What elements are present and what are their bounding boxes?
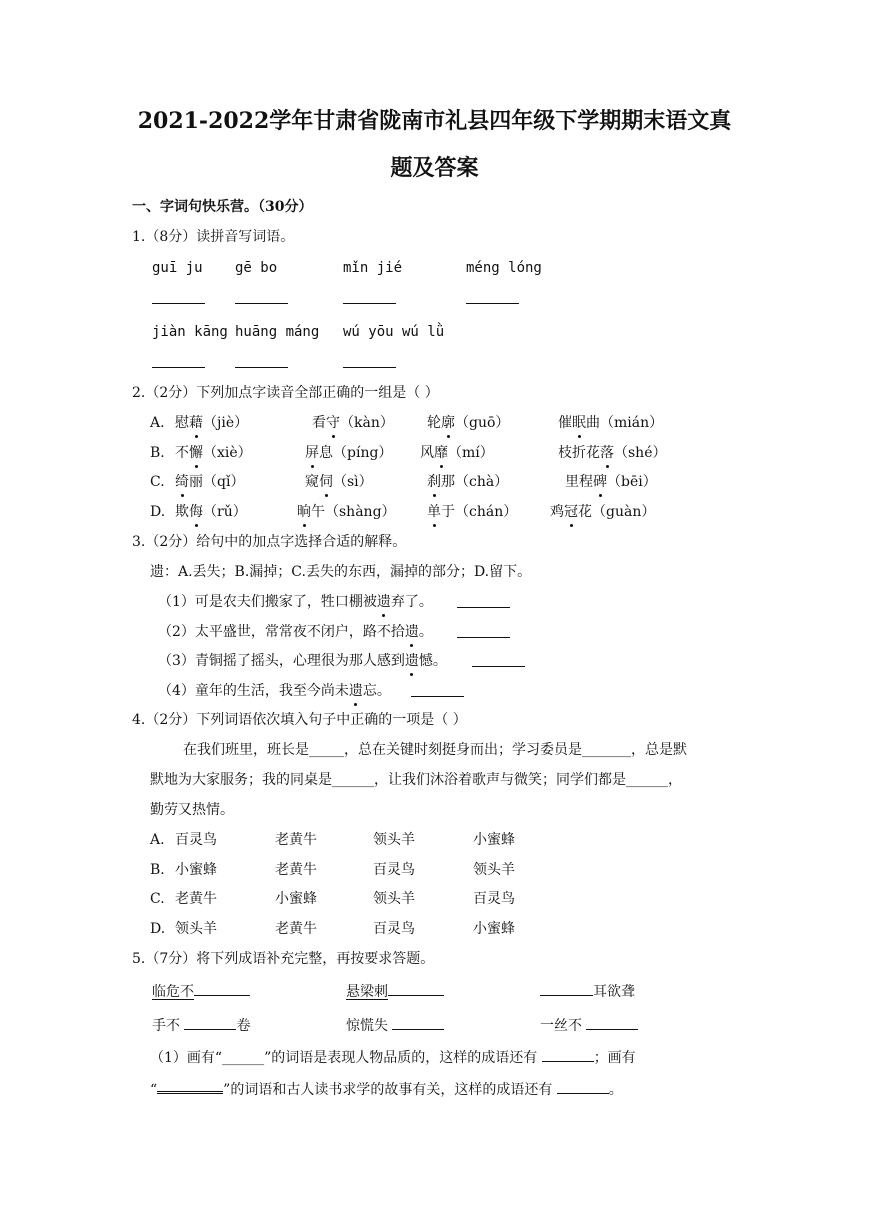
q5-idiom [346,981,444,1002]
word-text: 看 [312,415,326,431]
q1-stem: 1.（8分）读拼音写词语。 [132,229,295,245]
q5-sub1-text: （1）画有“______”的词语是表现人物品质的，这样的成语还有 [150,1050,538,1066]
emphasis-dot-char: 遗 [404,653,419,669]
q5-idiom-text: 一丝不 [540,1018,582,1034]
emphasis-dot-char: 伺 [319,474,333,490]
q1-pinyin: méng lóng [466,260,542,276]
q1-pinyin: gē bo [235,260,278,276]
q2-option-word [297,502,396,522]
q3-item [158,592,433,612]
pinyin-text: 丽（qǐ） [189,474,245,490]
q4-passage-line: 勤劳又热情。 [150,802,234,818]
q2-option-word [427,413,509,433]
q3-item [158,681,391,701]
q5-idiom-blank[interactable] [184,1015,236,1030]
emphasis-dot-char: 绮 [175,474,189,490]
q4-option-word: 小蜜蜂 [473,832,515,848]
word-text: 欺 [175,504,189,520]
emphasis-dot-char: 靡 [434,445,448,461]
word-text: 轮 [427,415,441,431]
q2-option-word [565,472,657,492]
q2-option-label[interactable]: A. [150,415,165,431]
q1-answer-blank[interactable] [466,303,519,304]
q4-option-word: 老黄牛 [175,891,217,907]
q2-option-word [558,413,663,433]
q4-option-word: 百灵鸟 [473,891,515,907]
emphasis-dot-char: 侮 [189,504,203,520]
q4-option-word: 老黄牛 [275,832,317,848]
q4-option-label[interactable]: B. [150,862,165,878]
q4-option-word: 百灵鸟 [373,862,415,878]
emphasis-dot-char: 守 [326,415,340,431]
q1-pinyin: wú yōu wú lǜ [343,324,445,340]
q3-item-text: 忘。 [362,683,391,699]
q5-stem: 5.（7分）将下列成语补充完整，再按要求答题。 [132,951,435,967]
q1-answer-blank[interactable] [152,367,205,368]
q5-idiom-text: 悬梁刺 [346,984,388,1000]
q4-option-word: 百灵鸟 [175,832,217,848]
q2-option-label[interactable]: B. [150,445,165,461]
q3-item [158,651,447,671]
q2-option-word [305,472,373,492]
q1-pinyin: guī ju [152,260,203,276]
q4-passage-line: 在我们班里，班长是_____，总在关键时刻挺身而出；学习委员是_______，总是默 [183,742,687,758]
q1-answer-blank[interactable] [343,367,396,368]
word-text: 鸡 [550,504,564,520]
word-text: 里程 [565,474,593,490]
q4-option-label[interactable]: A. [150,832,165,848]
emphasis-dot-char: 懈 [189,445,203,461]
emphasis-dot-char: 冠 [564,504,578,520]
q2-option-word [427,502,517,522]
q5-sub1-line2 [150,1077,623,1100]
q3-item-text: （4）童年的生活，我至今尚未 [158,683,349,699]
q2-option-word [305,443,392,463]
q5-sub1-blank[interactable] [157,1077,223,1094]
word-text: 窥 [305,474,319,490]
pinyin-text: 花（guàn） [578,504,656,520]
q5-idiom [346,1015,444,1036]
emphasis-dot-char: 刹 [427,474,441,490]
q5-idiom-text: 耳欲聋 [593,984,635,1000]
q5-idiom [540,1015,638,1036]
pinyin-text: （xiè） [203,445,252,461]
emphasis-dot-char: 遗 [376,594,391,610]
q5-idiom [540,981,635,1002]
document-title-line1: 2021-2022学年甘肃省陇南市礼县四年级下学期期末语文真 [137,108,732,134]
q4-passage-line: 默地为大家服务；我的同桌是______，让我们沐浴着歌声与微笑；同学们都是______， [150,772,682,788]
q5-idiom [152,981,250,1002]
emphasis-dot-char: 廓 [441,415,455,431]
word-text: 慰 [175,415,189,431]
q4-option-word: 老黄牛 [275,921,317,937]
word-text: 催 [558,415,572,431]
q2-option-word [558,443,667,463]
q4-option-word: 小蜜蜂 [175,862,217,878]
q3-answer-blank[interactable] [411,696,464,697]
q4-option-word: 小蜜蜂 [473,921,515,937]
q4-option-word: 百灵鸟 [373,921,415,937]
q5-idiom-text: 惊慌失 [346,1018,388,1034]
q4-option-label[interactable]: C. [150,891,165,907]
q1-answer-blank[interactable] [152,303,205,304]
q4-stem: 4.（2分）下列词语依次填入句子中正确的一项是（ ） [132,712,467,728]
q2-option-word [427,472,508,492]
emphasis-dot-char: 眠 [572,415,586,431]
q5-idiom-text: 卷 [236,1018,251,1034]
q2-option-label[interactable]: D. [150,504,166,520]
q4-option-word: 老黄牛 [275,862,317,878]
q3-answer-blank[interactable] [457,637,510,638]
pinyin-text: （kàn） [340,415,394,431]
q2-option-word [175,413,248,433]
q5-sub1-text: “ [150,1082,158,1098]
q5-sub1-blank[interactable] [542,1047,594,1062]
pinyin-text: 息（píng） [319,445,393,461]
q3-item-text: 弃了。 [390,594,433,610]
pinyin-text: 午（shàng） [311,504,396,520]
q5-idiom-blank[interactable] [194,981,250,996]
q5-idiom-blank[interactable] [392,1015,444,1030]
pinyin-text: （guō） [455,415,510,431]
pinyin-text: （mí） [448,445,494,461]
q2-option-word [420,443,494,463]
q2-option-word [175,443,252,463]
q2-option-word [550,502,655,522]
q5-idiom-text: 手不 [152,1018,180,1034]
emphasis-dot-char: 落 [600,445,614,461]
q1-pinyin: jiàn kāng [152,324,228,340]
q3-item [158,622,433,642]
section-heading: 一、字词句快乐营。（30分） [132,199,313,215]
q3-item-text: （2）太平盛世，常常夜不闭户，路不拾 [158,624,405,640]
q5-sub1-blank[interactable] [557,1079,609,1094]
q2-option-word [312,413,394,433]
pinyin-text: （shé） [614,445,667,461]
pinyin-text: 于（chán） [441,504,518,520]
q5-sub1-text: ；画有 [593,1050,636,1066]
document-title-line2: 题及答案 [390,155,479,181]
q2-option-word [175,472,244,492]
q4-option-word: 领头羊 [373,832,415,848]
q3-definitions: 遗：A.丢失；B.漏掉；C.丢失的东西，漏掉的部分；D.留下。 [150,564,532,580]
q5-sub1-text: 。 [608,1082,623,1098]
emphasis-dot-char: 遗 [404,624,419,640]
q2-stem: 2.（2分）下列加点字读音全部正确的一组是（ ） [132,385,439,401]
pinyin-text: （sì） [333,474,373,490]
q3-answer-blank[interactable] [457,607,510,608]
word-text: 枝折花 [558,445,600,461]
emphasis-dot-char: 碑 [593,474,607,490]
q4-option-label[interactable]: D. [150,921,166,937]
q4-option-word: 领头羊 [473,862,515,878]
q3-item-text: 憾。 [418,653,447,669]
q5-idiom-blank[interactable] [586,1015,638,1030]
q2-option-label[interactable]: C. [150,474,165,490]
q3-answer-blank[interactable] [472,666,525,667]
emphasis-dot-char: 单 [427,504,441,520]
pinyin-text: （jiè） [203,415,249,431]
q4-option-word: 领头羊 [373,891,415,907]
pinyin-text: 曲（mián） [586,415,664,431]
q5-sub1-text: ”的词语和古人读书求学的故事有关，这样的成语还有 [223,1082,553,1098]
q4-option-word: 小蜜蜂 [275,891,317,907]
pinyin-text: （bēi） [607,474,657,490]
q1-pinyin: huāng máng [235,324,320,340]
q2-option-word [175,502,247,522]
word-text: 不 [175,445,189,461]
pinyin-text: （rǔ） [203,504,247,520]
q4-option-word: 领头羊 [175,921,217,937]
emphasis-dot-char: 遗 [348,683,363,699]
q1-answer-blank[interactable] [343,303,396,304]
pinyin-text: 那（chà） [441,474,509,490]
q5-sub1-line1 [150,1047,636,1068]
q3-item-text: （1）可是农夫们搬家了，牲口棚被 [158,594,377,610]
q3-stem: 3.（2分）给句中的加点字选择合适的解释。 [132,534,407,550]
emphasis-dot-char: 屏 [305,445,319,461]
word-text: 风 [420,445,434,461]
q5-idiom-blank[interactable] [540,981,593,996]
q1-answer-blank[interactable] [235,367,288,368]
q5-idiom [152,1015,250,1036]
q3-item-text: 。 [418,624,433,640]
q5-idiom-text: 临危不 [152,984,194,1000]
emphasis-dot-char: 晌 [297,504,311,520]
q1-answer-blank[interactable] [235,303,288,304]
q5-idiom-blank[interactable] [388,981,444,996]
emphasis-dot-char: 藉 [189,415,203,431]
q1-pinyin: mǐn jié [343,260,403,276]
q3-item-text: （3）青铜摇了摇头，心理很为那人感到 [158,653,405,669]
